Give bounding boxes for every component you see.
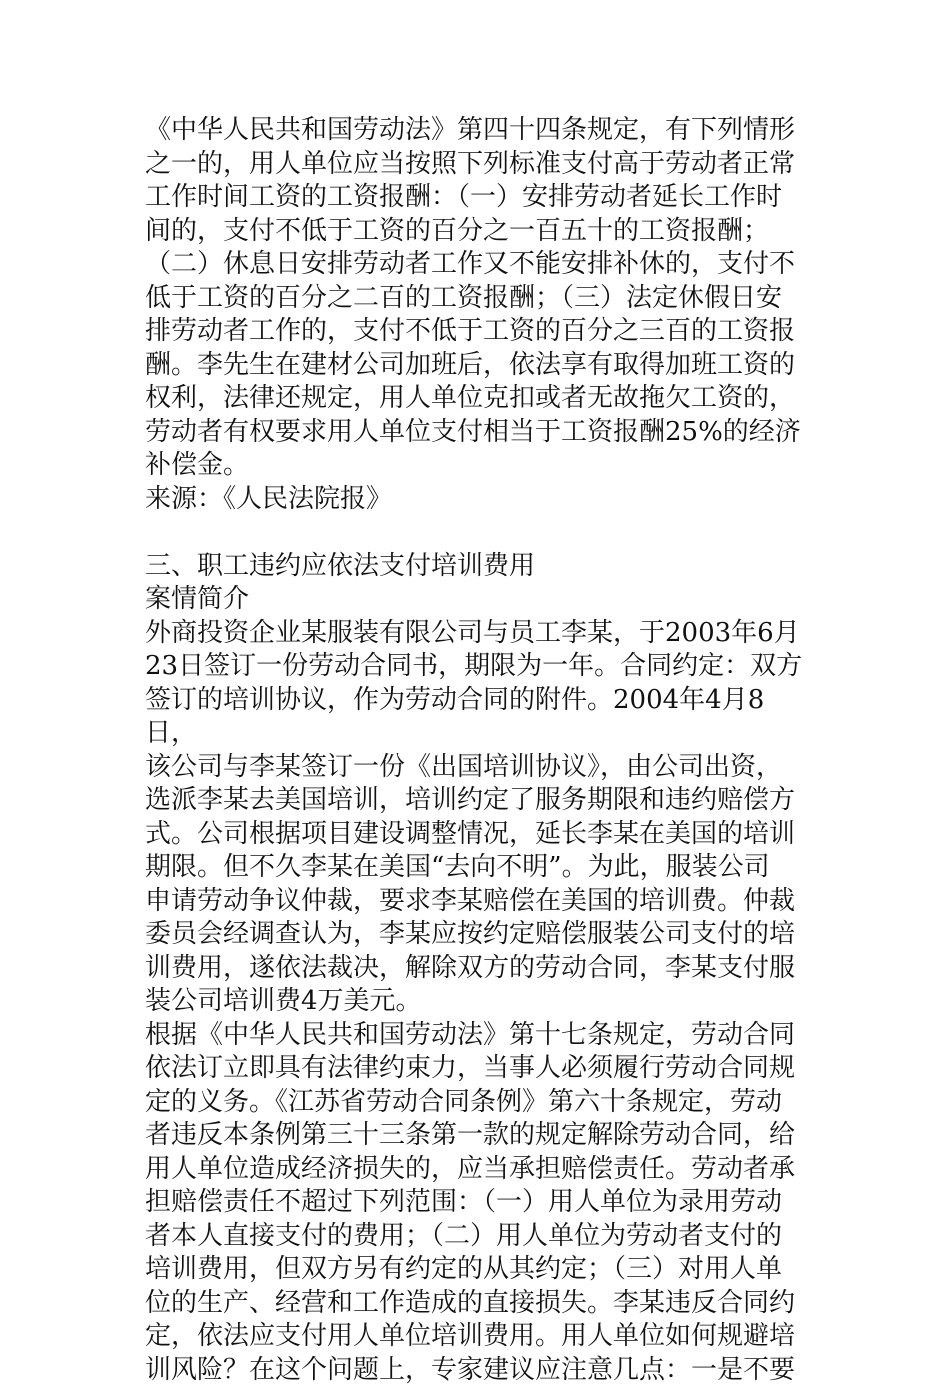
paragraph-legal-analysis: 根据《中华人民共和国劳动法》第十七条规定，劳动合同 依法订立即具有法律约束力，当事人必须履行劳动合同规 定的义务。《江苏省劳动合同条例》第六十条规定，劳动 者违反本条例第三十三条第一款的规定解除劳动合同，给 用人单位造成经济损失的，应当承担赔偿责任。劳动者承 担赔偿责任不超过下列范围：（一）用人单位为录用劳动 者本人直接支付的费用；（二）用人单位为劳动者支付的 培训费用，但双方另有约定的从其约定；（三）对用人单 位的生产、经营和工作造成的直接损失。李某违反合同约 定，依法应支付用人单位培训费用。用人单位如何规避培 训风险？在这个问题上，专家建议应注意几点：一是不要 [145, 1019, 815, 1387]
section-heading: 三、职工违约应依法支付培训费用 [145, 550, 815, 584]
blank-line [145, 516, 815, 550]
paragraph-case-facts: 外商投资企业某服装有限公司与员工李某，于2003年6月 23日签订一份劳动合同书，期限为一年。合同约定：双方 签订的培训协议，作为劳动合同的附件。2004年4月8日， 该公司与李某签订一份《出国培训协议》，由公司出资， 选派李某去美国培训，培训约定了服务期限和违约赔偿方 式。公司根据项目建设调整情况，延长李某在美国的培训 期限。但不久李某在美国“去向不明”。为此，服装公司 申请劳动争议仲裁，要求李某赔偿在美国的培训费。仲裁 委员会经调查认为，李某应按约定赔偿服装公司支付的培 训费用，遂依法裁决，解除双方的劳动合同，李某支付服 装公司培训费4万美元。 [145, 617, 815, 1019]
document-body [145, 114, 815, 1387]
paragraph-overtime-law: 《中华人民共和国劳动法》第四十四条规定，有下列情形 之一的，用人单位应当按照下列标准支付高于劳动者正常 工作时间工资的工资报酬：（一）安排劳动者延长工作时 间的，支付不低于工资的百分之一百五十的工资报酬； （二）休息日安排劳动者工作又不能安排补休的，支付不 低于工资的百分之二百的工资报酬；（三）法定休假日安 排劳动者工作的，支付不低于工资的百分之三百的工资报 酬。李先生在建材公司加班后，依法享有取得加班工资的 权利，法律还规定，用人单位克扣或者无故拖欠工资的， 劳动者有权要求用人单位支付相当于工资报酬25%的经济 补偿金。 [145, 114, 815, 483]
source-line: 来源：《人民法院报》 [145, 483, 815, 517]
subheading-case-summary: 案情简介 [145, 583, 815, 617]
